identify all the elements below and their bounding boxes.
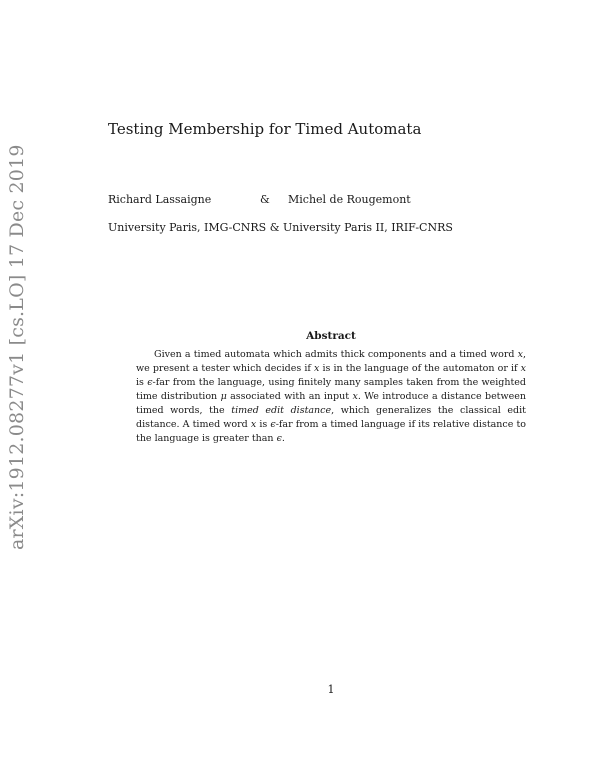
abstract-body: Given a timed automata which admits thick components and a timed word x, we present a tester which decides if x is in the language of the automaton or if x is ϵ-far from the language, using finitely many samples taken from the weighted time distribution μ associated with an input x. We introduce a distance between timed words, the timed edit distance, which generalizes the classical edit distance. A timed word x is ϵ-far from a timed language if its relative distance to the language is greater than ϵ. (136, 349, 527, 444)
author-second: Michel de Rougemont (288, 193, 411, 206)
paper-title: Testing Membership for Timed Automata (108, 120, 422, 138)
affiliation: University Paris, IMG-CNRS & University Paris II, IRIF-CNRS (108, 221, 453, 234)
arxiv-identifier-stamp: arXiv:1912.08277v1 [cs.LO] 17 Dec 2019 (6, 144, 28, 550)
emphasis-timed-edit-distance: timed edit distance (231, 405, 332, 416)
abstract-heading: Abstract (306, 330, 356, 342)
author-first: Richard Lassaigne (108, 193, 212, 206)
author-separator: & (260, 193, 270, 206)
page-number: 1 (327, 683, 335, 696)
